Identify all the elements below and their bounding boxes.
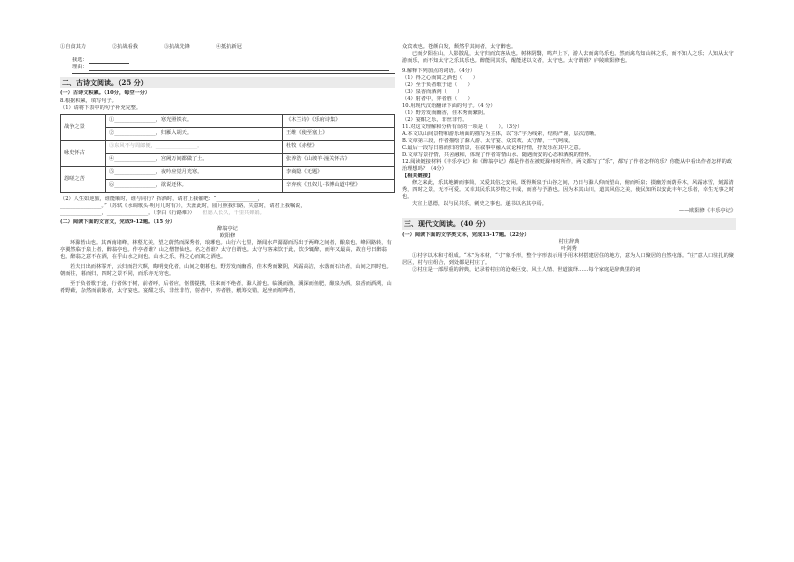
subsection-2-title: (二）阅读下面的文言文，完成9-12题。（15 分）: [60, 218, 176, 225]
question-10-item: （2）宴酣之乐，非丝非竹。: [402, 117, 468, 124]
table-line[interactable]: ①________________，寒光照铁衣。: [106, 114, 283, 127]
option-4[interactable]: ④抵抗新冠: [215, 44, 242, 50]
table-row: [61, 114, 395, 127]
passage-paragraph-1: 环滁皆山也。其西南诸峰，林壑尤美，望之蔚然而深秀者，琅琊也。山行六七里，渐闻水声潺潺而泻出于两峰之间者，酿泉也。峰回路转，有亭翼然临于泉上者，醉翁亭也。作亭者谁？山之僧智仙也。名之者谁？太守自谓也。太守与客来饮于此，饮少辄醉，而年又最高，故自号曰醉翁也。醉翁之意不在酒，在乎山水之间也。山水之乐，得之心而寓之酒也。: [60, 239, 392, 260]
table-line[interactable]: ⑤________________，夜吟应觉月光寒。: [106, 166, 283, 179]
question-9-item[interactable]: （2）至于负者歌于途（ ）: [402, 82, 473, 89]
option-1[interactable]: ①自食其力: [60, 44, 86, 50]
essay-paragraph-1: ①村字以木和寸组成。“木”为本材，“寸”象手形，整个字形表示用手用木材搭建居住的地方，意为人口聚居的自然屯落。“庄”意人口驻扎的聚居区，村与庄组合，到处都是村庄了。: [402, 252, 734, 266]
question-8-2-line-2[interactable]: ________________。”（苏轼《水调歌头·明月几时有》），天涯此时，圆月照我归路，失意时，请君上我嘱说，: [60, 202, 306, 209]
left-column: [60, 44, 395, 295]
choice-line: [60, 57, 395, 64]
reason-label: 理由：: [72, 64, 88, 71]
essay-author: 叶剑秀: [561, 245, 577, 252]
choice-label: 我选：: [72, 57, 88, 64]
subsection-3-1-title: (一）阅读下面的文学类文本，完成13-17题。（22分）: [402, 231, 530, 238]
question-9-item[interactable]: （1）得之心而寓之酒也（ ）: [402, 75, 478, 82]
question-9-item[interactable]: （4）射者中，弈者胜（ ）: [402, 96, 473, 103]
table-source: 张养浩《山坡羊·潼关怀古》: [283, 153, 395, 166]
passage-paragraph-3: 至于负者歌于途，行者休于树，前者呼，后者应，伛偻提携，往来而不绝者，滁人游也。临溪而渔，溪深而鱼肥，酿泉为酒，泉香而酒洌，山肴野蔌，杂然而前陈者，太守宴也。宴酣之乐，非丝非竹，射者中，弈者胜，觥筹交错，起坐而喧哗者，: [60, 280, 392, 294]
essay-paragraph-2: ②村庄是一部厚重的辞典，记录着村庄的沧桑巨变、风土人情、世道演绎……每个家庭是辞典里的词: [412, 266, 641, 273]
related-link-paragraph-2: 夫宣上恩德，以与民共乐，刺史之事也。遂书以名其亭焉。: [412, 201, 547, 208]
question-11-option[interactable]: C.最后一段写日暮而归的情景，在叙事中融入议论和抒情，抒发乐在其中之意。: [402, 145, 584, 152]
question-11-option[interactable]: D.文章写景抒情，共舍融和，体现了作者寄情山水、随遇而安的心态和洒脱的情怀。: [402, 152, 595, 159]
table-line[interactable]: ⑥________________，欲说还休。: [106, 179, 283, 192]
question-8-2-line-3-text[interactable]: ________________，________________。（李白《行路难》）: [60, 209, 195, 216]
reason-blank[interactable]: [89, 65, 389, 71]
table-source: 《木兰诗》《乐府诗集》: [283, 114, 395, 127]
right-column: [402, 44, 736, 274]
passage-paragraph-4: 已而夕阳在山，人影散乱，太守归而宾客从也。树林阴翳，鸣声上下，游人去而禽鸟乐也。然而禽鸟知山林之乐，而不知人之乐；人知从太守游而乐，而不知太守之乐其乐也。醉能同其乐，醒能述以文者，太守也。太守谓谁？庐陵欧阳修也。: [402, 51, 734, 65]
question-11-option[interactable]: B.文章第三段，作者描绘了滁人游、太守宴、众宾欢、太守醉，一气呵成。: [402, 138, 574, 145]
passage-paragraph-2: 若夫日出而林霏开，云归而岩穴暝，晦明变化者，山间之朝暮也。野芳发而幽香，佳木秀而繁阴，风霜高洁，水落而石出者，山间之四时也。朝而往，暮而归，四时之景不同，而乐亦无穷也。: [60, 263, 392, 277]
reason-blank-line-2[interactable]: [72, 73, 395, 74]
question-8-2-line-1[interactable]: （2）人生如逆旅，谁能顺时，谁与同行？挥洒时，请君上我催吧：“________________，: [60, 195, 264, 202]
table-line[interactable]: ②________________，归雁入胡天。: [106, 127, 283, 140]
table-line[interactable]: ④________________，宫阙万间都做了土。: [106, 153, 283, 166]
option-3[interactable]: ③抗战先锋: [163, 44, 190, 50]
reason-line: [60, 64, 395, 71]
related-link-paragraph: 修之来此，乐其地僻而事简，又爱其俗之安闲。既得斯泉于山谷之间，乃日与滁人仰而望山，俯而听泉；掇幽芳而荫乔木，风霜冰雪，刻露清秀，四时之景，无不可爱。又幸其民乐其岁物之丰成，而喜与予游也。因为本其山川，道其风俗之美，使民知所以安此丰年之乐者，幸生无事之时也。: [402, 180, 735, 201]
table-line[interactable]: ③东风不与周郎便，________________。: [106, 140, 283, 153]
passage-continuation: 众宾欢也。苍颜白发，颓然乎其间者，太守醉也。: [402, 44, 517, 50]
related-link-source: ——欧阳修《丰乐亭记》: [678, 208, 736, 215]
table-source: 李商隐《无题》: [283, 166, 395, 179]
related-link-title: 【相关链接】: [402, 173, 434, 180]
poetry-table: [60, 114, 395, 193]
table-row: [61, 166, 395, 179]
question-8: 8.根据积累，填写句子。: [60, 97, 117, 104]
section-3-title: 三、现代文阅读。（40 分）: [402, 218, 736, 229]
question-12: 12.阅读链接材料《丰乐亭记》和《醉翁亭记》都是作者在被贬滁州时所作，两文都写了“乐”，都写了作者怎样的乐？你能从中看出作者怎样的政治理想吗？（4分）: [402, 159, 732, 173]
question-9: 9.解释下列加点的词语。（4分）: [402, 68, 476, 75]
table-row: [61, 140, 395, 153]
table-source: 杜牧《赤壁》: [283, 140, 395, 153]
section-2-title: 二、古诗文阅读。（25 分）: [60, 77, 395, 88]
question-8-2-line-3: [60, 210, 395, 217]
question-11-option[interactable]: A.本文以山间景物和游乐场面的描写为主体，以“乐”字为线索，结构严谨，层次清晰。: [402, 131, 600, 138]
essay-title: 村庄辞典: [558, 238, 580, 245]
question-8-1: （1）请将下表中的句子补充完整。: [60, 104, 142, 111]
table-source: 辛弃疾《丑奴儿·书博山道中壁》: [283, 179, 395, 192]
question-9-item[interactable]: （3）泉香而酒洌（ ）: [402, 89, 463, 96]
poem-title: 醉翁亭记: [217, 225, 238, 232]
ghost-text: 但愿人长久，千里共婵娟。: [202, 209, 265, 216]
topic-options: [60, 44, 395, 51]
table-row: [61, 127, 395, 140]
table-row: [61, 179, 395, 192]
table-row: [61, 153, 395, 166]
option-2[interactable]: ②抗战看我: [111, 44, 138, 50]
question-11: 11.对这文理解和分析有误的一项是（ ）。（3分）: [402, 124, 523, 131]
table-category: 怨嗟之苦: [61, 166, 106, 192]
question-10-item: （1）野芳发而幽香，佳木秀而繁阴。: [402, 110, 489, 117]
table-source: 王维《使至塞上》: [283, 127, 395, 140]
question-10: 10.用现代汉语翻译下面的句子。（4 分）: [402, 103, 496, 110]
table-category: 战争之景: [61, 114, 106, 140]
subsection-1-title: (一）古诗文积累。（10分，每空一分）: [60, 90, 151, 97]
table-category: 咏史怀古: [61, 140, 106, 166]
poem-author: 欧阳修: [219, 232, 236, 239]
